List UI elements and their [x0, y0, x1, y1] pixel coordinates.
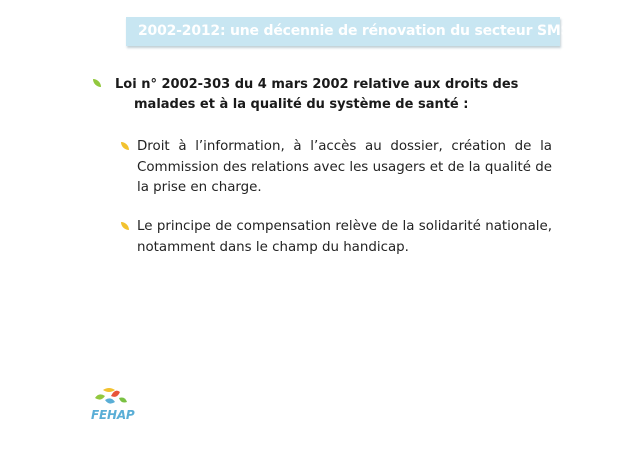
- sub-bullet-1: [121, 137, 552, 199]
- sub-bullet-2: [121, 217, 552, 258]
- main-bullet: [96, 75, 526, 115]
- leaf-bullet-icon: [121, 222, 129, 230]
- leaf-bullet-icon: [93, 79, 101, 87]
- sub-bullet-text: Droit à l’information, à l’accès au dossier, création de la Commission des relations avec les usagers et de la qualité de la prise en charge.: [137, 139, 552, 195]
- logo-text: FEHAP: [91, 408, 135, 422]
- sub-bullet-text: Le principe de compensation relève de la solidarité nationale, notamment dans le champ du handicap.: [137, 219, 552, 255]
- leaf-bullet-icon: [121, 142, 129, 150]
- fehap-logo: [89, 386, 149, 426]
- title-bar: [126, 17, 579, 46]
- main-bullet-text: Loi n° 2002-303 du 4 mars 2002 relative aux droits des malades et à la qualité du système de santé :: [115, 77, 519, 112]
- slide-title: 2002-2012: une décennie de rénovation du secteur SMS?: [138, 23, 579, 39]
- fehap-logo-icon: [89, 386, 149, 410]
